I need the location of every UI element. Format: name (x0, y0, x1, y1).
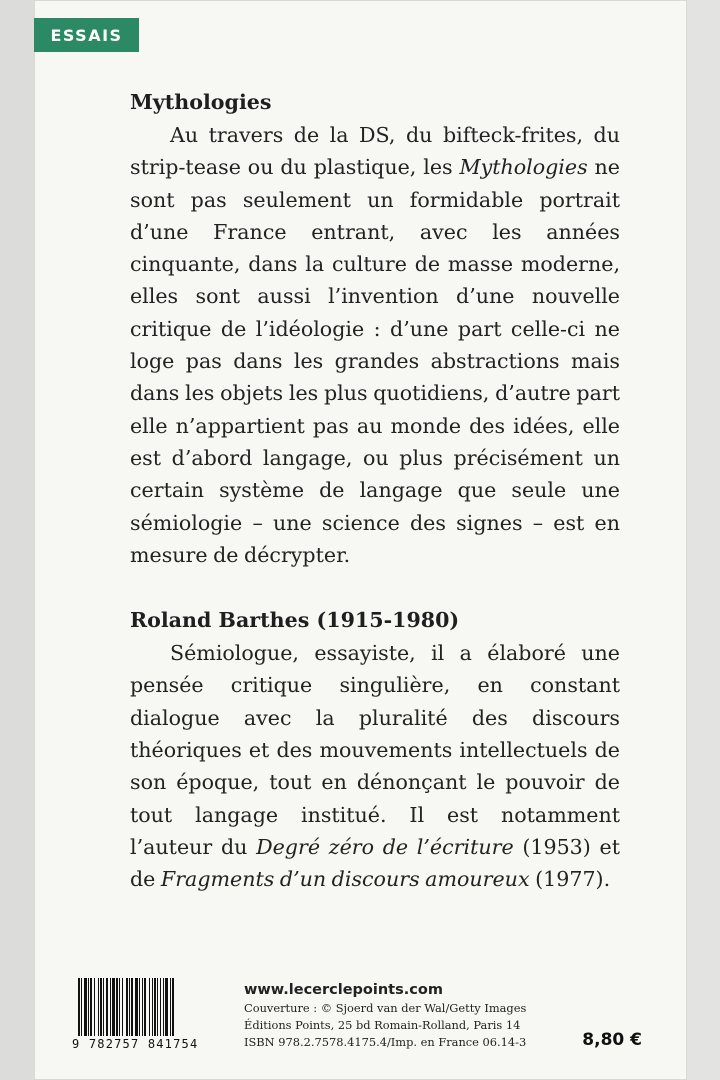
collection-tag: ESSAIS (34, 18, 139, 52)
author-bio: Sémiologue, essayiste, il a élaboré une pensée critique singulière, en constant dialogue avec la pluralité des discours théoriques et des mouvements intellectuels de son époque, tout en dénonçant le pouvoir de tout langage institué. Il est notamment l’auteur du Degré zéro de l’écriture (1953) et de Fragments d’un discours amoureux (1977). (130, 641, 620, 892)
barcode (72, 978, 232, 1058)
back-cover-text (130, 86, 620, 896)
website-link[interactable]: www.lecerclepoints.com (244, 982, 443, 998)
page-right-edge (687, 0, 720, 1080)
publisher-address: Éditions Points, 25 bd Romain-Rolland, Paris 14 (244, 1018, 521, 1032)
book-title-heading: Mythologies (130, 90, 272, 114)
barcode-bars (78, 978, 232, 1036)
cover-footer (72, 978, 642, 1058)
author-heading: Roland Barthes (1915-1980) (130, 608, 460, 633)
isbn-line: ISBN 978.2.7578.4175.4/Imp. en France 06.14-3 (244, 1035, 527, 1049)
book-description: Au travers de la DS, du bifteck-frites, du strip-tease ou du plastique, les Mythologies ne sont pas seulement un formidable portrait d’une France entrant, avec les années cinquante, dans la culture de masse moderne, elles sont aussi l’invention d’une nouvelle critique de l’idéologie : d’une part celle-ci ne loge pas dans les grandes abstractions mais dans les objets les plus quotidiens, d’autre part elle n’appartient pas au monde des idées, elle est d’abord langage, ou plus précisément un certain système de langage que seule une sémiologie – une science des signes – est en mesure de décrypter. (130, 123, 620, 567)
cover-credit: Couverture : © Sjoerd van der Wal/Getty Images (244, 1001, 527, 1015)
price: 8,80 € (582, 1030, 642, 1050)
page-left-edge (0, 0, 34, 1080)
publisher-info (244, 982, 574, 1051)
barcode-digits: 9 782757 841754 (72, 1037, 199, 1051)
